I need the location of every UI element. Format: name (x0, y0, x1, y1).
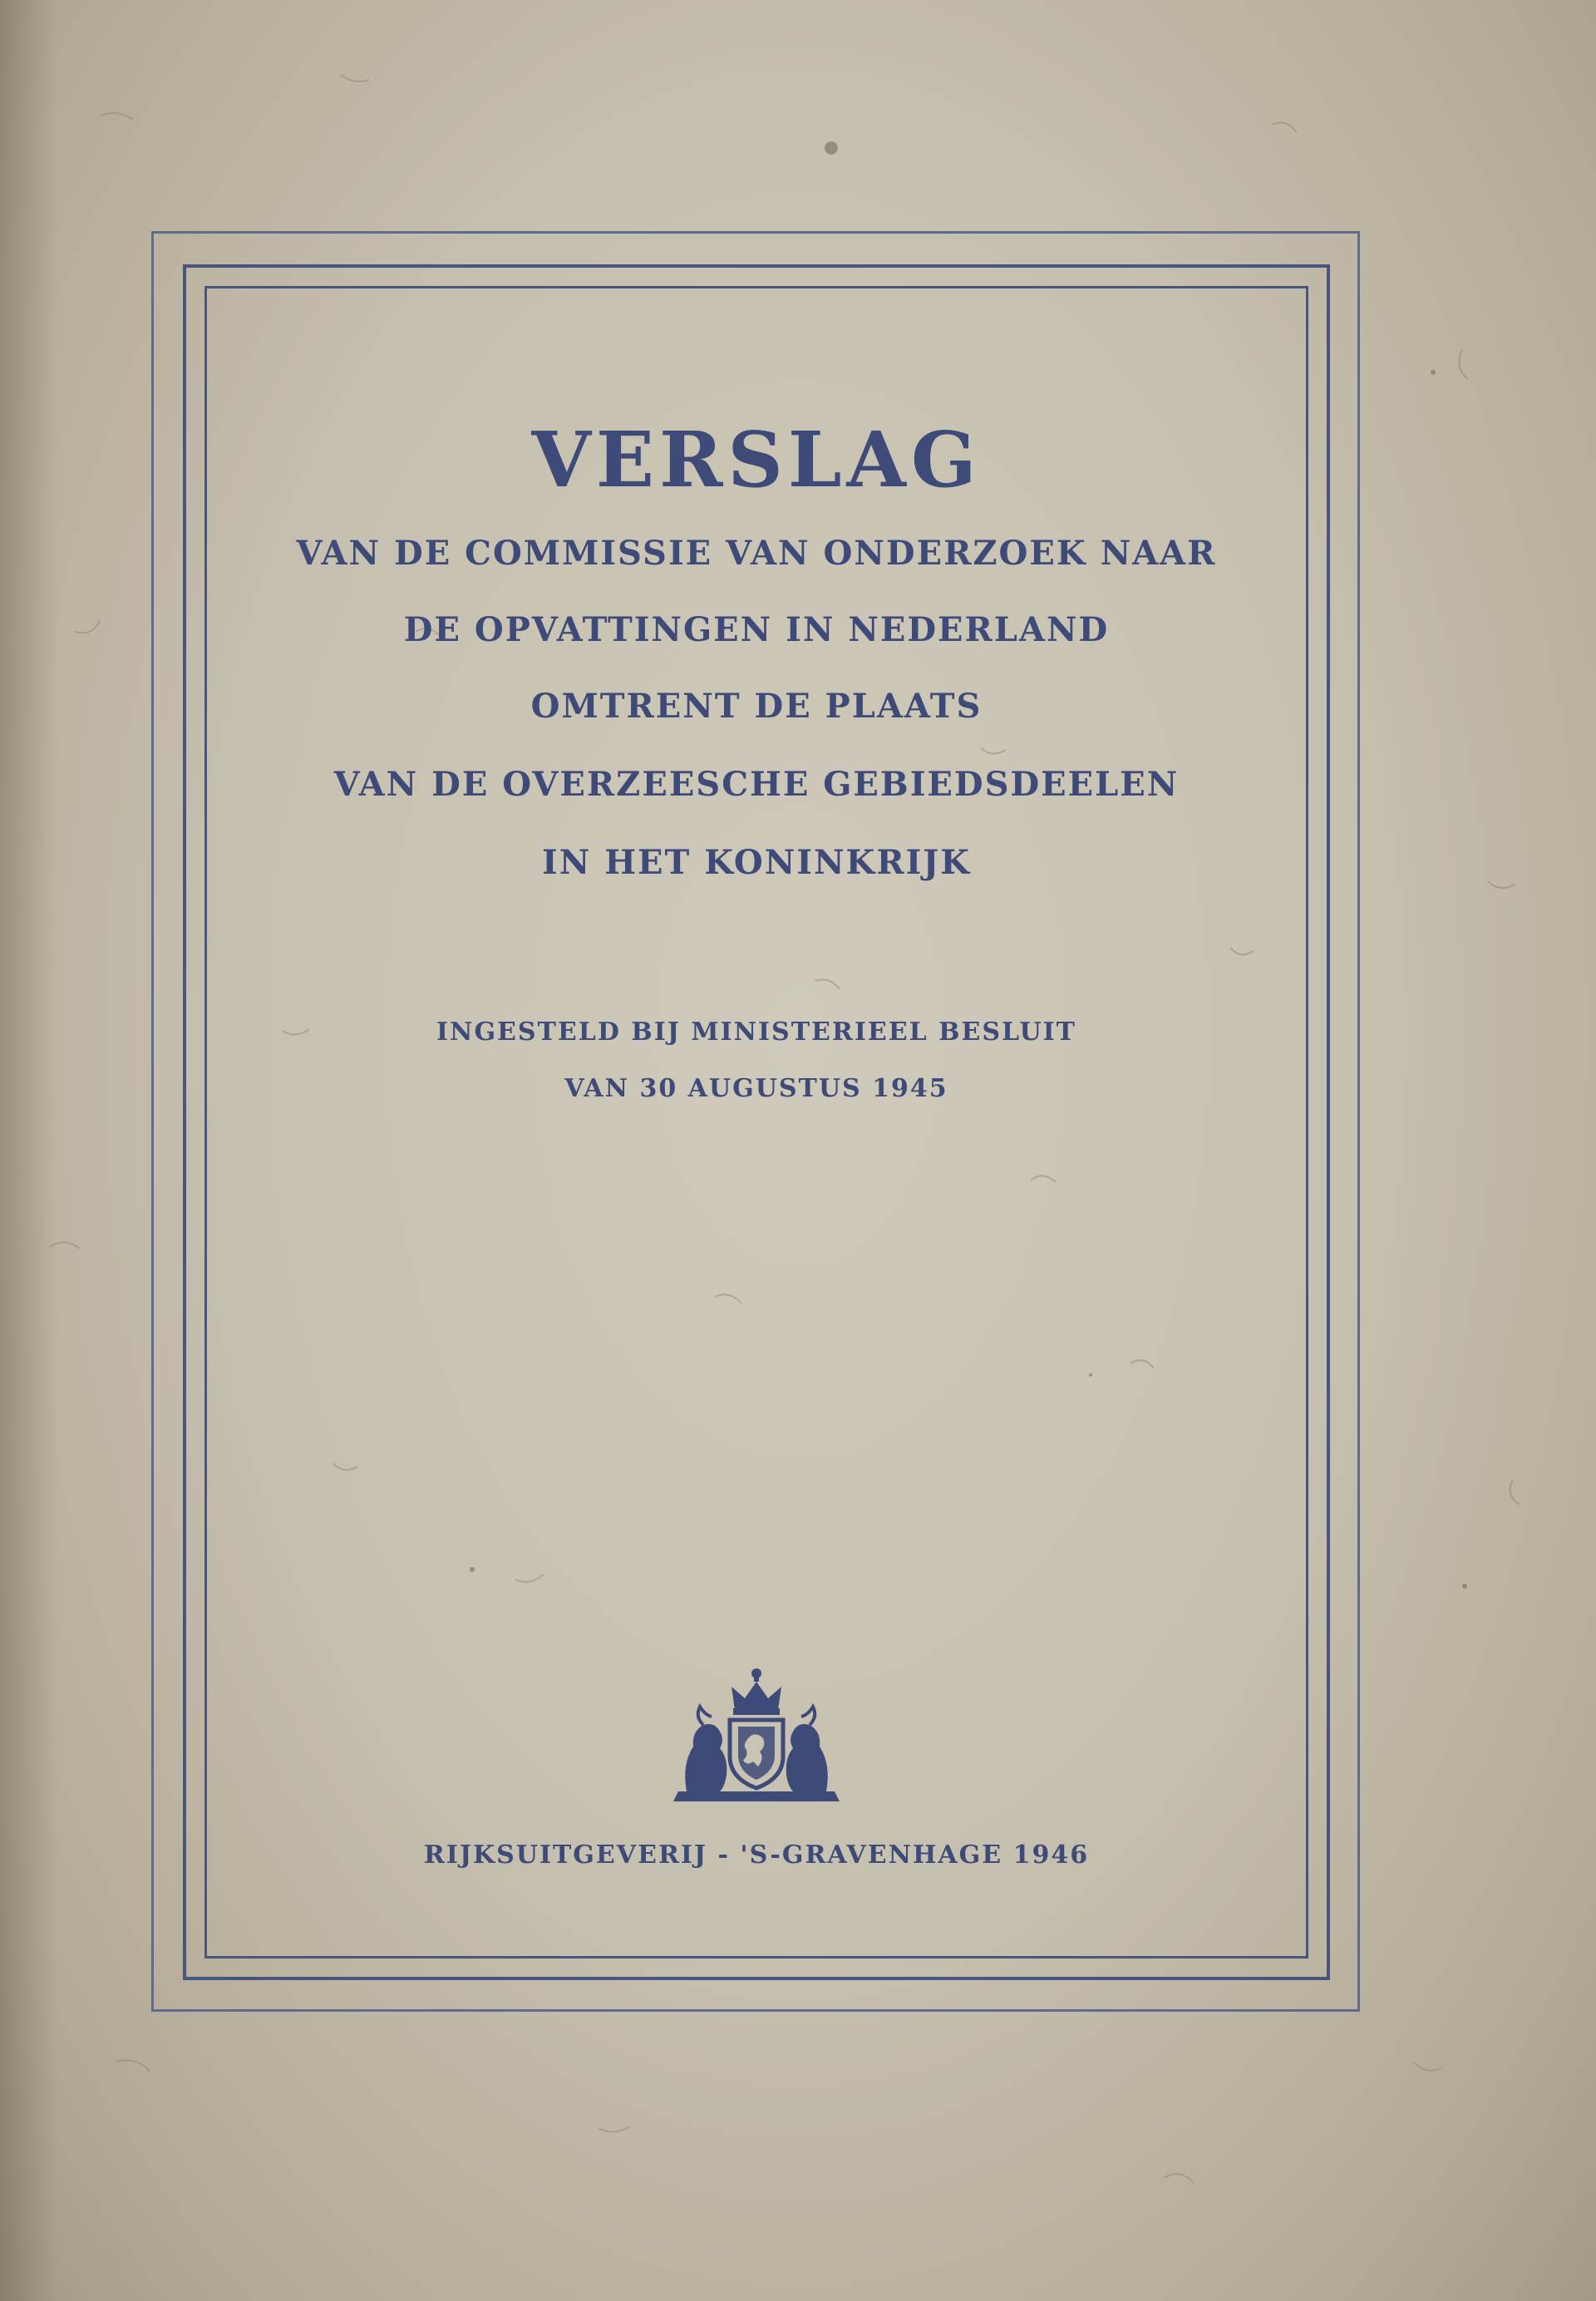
royal-coat-of-arms-icon (670, 1667, 843, 1804)
subtitle-line: DE OPVATTINGEN IN NEDERLAND (403, 610, 1110, 649)
publisher-line: RIJKSUITGEVERIJ - 'S-GRAVENHAGE 1946 (423, 1840, 1090, 1870)
cover-title: VERSLAG (531, 415, 982, 505)
decree-line: INGESTELD BIJ MINISTERIEEL BESLUIT (436, 1017, 1077, 1047)
subtitle-line: OMTRENT DE PLAATS (530, 687, 983, 726)
subtitle-line: VAN DE OVERZEESCHE GEBIEDSDEELEN (333, 765, 1180, 804)
decree-line: VAN 30 AUGUSTUS 1945 (564, 1074, 948, 1103)
subtitle-line: VAN DE COMMISSIE VAN ONDERZOEK NAAR (296, 534, 1217, 573)
subtitle-line: IN HET KONINKRIJK (542, 843, 971, 882)
